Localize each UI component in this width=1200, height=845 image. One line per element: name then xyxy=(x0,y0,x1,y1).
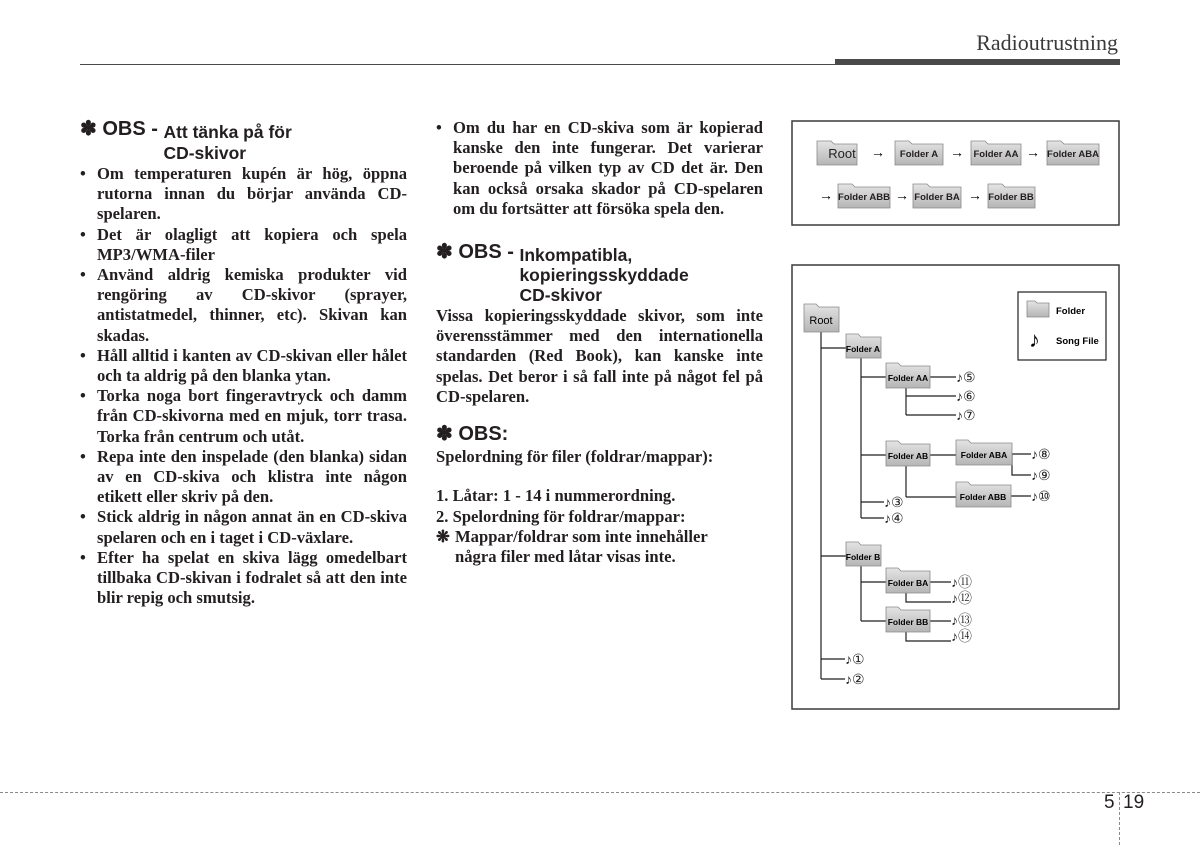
tree-folder-a: Folder A xyxy=(845,344,881,354)
folder-icon xyxy=(846,542,881,566)
node-folder-ba: Folder BA xyxy=(914,192,960,203)
obs-symbol: ✽ xyxy=(436,423,453,446)
node-folder-a: Folder A xyxy=(899,149,939,160)
play-order-diagram xyxy=(791,120,1120,226)
folder-icon xyxy=(817,141,857,165)
obs-symbol: ✽ xyxy=(436,241,453,264)
song-3: ♪③ xyxy=(884,494,904,510)
svg-text:→: → xyxy=(968,187,982,203)
song-14: ♪⑭ xyxy=(951,628,972,644)
obs-label: OBS: xyxy=(458,423,509,446)
legend-folder-label: Folder xyxy=(1056,306,1086,317)
footer-dashed-rule xyxy=(0,792,1200,793)
copied-cd-bullet xyxy=(436,118,763,219)
svg-text:→: → xyxy=(819,187,833,203)
copy-protected-paragraph: Vissa kopieringsskyddade skivor, som inte överensstämmer med den internationella standarden (Red Book), kan kanske inte spelas. Det beror i så fall inte på något fel på CD-spelaren. xyxy=(436,306,763,406)
song-6: ♪⑥ xyxy=(956,388,976,404)
tree-root: Root xyxy=(809,315,833,327)
legend-song-label: Song File xyxy=(1056,336,1099,347)
node-folder-abb: Folder ABB xyxy=(838,192,890,203)
folder-icon xyxy=(895,141,943,165)
song-4: ♪④ xyxy=(884,510,904,526)
svg-text:→: → xyxy=(871,144,885,160)
column-left xyxy=(80,119,407,608)
header-accent-bar xyxy=(835,59,1120,65)
obs-symbol: ✽ xyxy=(80,118,97,140)
folder-icon xyxy=(956,482,1011,507)
list-item: • Om du har en CD-skiva som är kopierad kanske den inte fungerar. Det varierar beroende på vilken typ av CD det är. Den kan också orsaka skador på CD-spelaren om du fortsätter att försöka spela den. xyxy=(436,118,763,219)
song-9: ♪⑨ xyxy=(1031,467,1051,483)
running-header-title: Radioutrustning xyxy=(976,30,1118,55)
obs-heading-cd-care xyxy=(80,119,407,164)
node-folder-bb: Folder BB xyxy=(988,192,1034,203)
song-8: ♪⑧ xyxy=(1031,446,1051,462)
obs-heading-play-order xyxy=(436,424,763,445)
folder-icon xyxy=(988,184,1035,208)
node-folder-aa: Folder AA xyxy=(973,149,1019,160)
folder-icon xyxy=(913,184,961,208)
folder-icon xyxy=(971,141,1021,165)
tree-folder-abb: Folder ABB xyxy=(959,492,1007,502)
folder-tree-diagram xyxy=(791,264,1120,710)
cd-care-bullet-list xyxy=(80,164,407,608)
play-order-item-1: 1. Låtar: 1 - 14 i nummerordning. xyxy=(436,486,676,506)
list-item: • Om temperaturen kupén är hög, öppna rutorna innan du börjar använda CD-spelaren. xyxy=(80,164,407,225)
folder-icon xyxy=(838,184,890,208)
list-item: • Efter ha spelat en skiva lägg omedelbart tillbaka CD-skivan i fodralet så att den inte blir repig och smutsig. xyxy=(80,548,407,609)
song-13: ♪⑬ xyxy=(951,612,972,628)
obs-title-line3: CD-skivor xyxy=(519,285,603,306)
play-order-item-2: 2. Spelordning för foldrar/mappar: xyxy=(436,506,686,526)
song-12: ♪⑫ xyxy=(951,590,972,606)
svg-text:→: → xyxy=(895,187,909,203)
music-note-icon: ♪ xyxy=(1029,327,1040,352)
list-item: • Det är olagligt att kopiera och spela MP3/WMA-filer xyxy=(80,225,407,265)
note-text-line2: några filer med låtar visas inte. xyxy=(455,547,676,567)
song-5: ♪⑤ xyxy=(956,369,976,385)
diagram-legend xyxy=(1018,292,1106,360)
folder-icon xyxy=(1027,301,1049,317)
obs-title-line1: Inkompatibla, xyxy=(519,245,633,266)
list-item: • Torka noga bort fingeravtryck och damm från CD-skivorna med en mjuk, torr trasa. Torka från centrum och utåt. xyxy=(80,386,407,447)
folder-icon xyxy=(1047,141,1099,165)
obs-label: OBS - xyxy=(102,118,164,140)
song-1: ♪① xyxy=(845,651,865,667)
play-order-note xyxy=(436,527,763,567)
tree-folder-bb: Folder BB xyxy=(887,617,929,627)
folder-icon xyxy=(886,568,930,593)
folder-icon xyxy=(886,607,930,632)
obs-title-line1: Att tänka på för xyxy=(163,122,292,142)
column-middle xyxy=(436,118,763,567)
tree-folder-ab: Folder AB xyxy=(887,451,929,461)
song-10: ♪⑩ xyxy=(1031,488,1051,504)
tree-folder-ba: Folder BA xyxy=(887,578,929,588)
obs-title-line2: CD-skivor xyxy=(163,143,247,163)
song-11: ♪⑪ xyxy=(951,574,972,590)
node-root: Root xyxy=(828,146,856,161)
list-item: • Använd aldrig kemiska produkter vid rengöring av CD-skivor (sprayer, antistatmedel, thinner, etc). Skivan kan skadas. xyxy=(80,265,407,346)
svg-text:→: → xyxy=(1026,144,1040,160)
folder-icon xyxy=(846,334,881,358)
play-order-intro: Spelordning för filer (foldrar/mappar): xyxy=(436,447,714,467)
folder-icon xyxy=(804,304,839,332)
folder-icon xyxy=(886,363,930,388)
folder-icon xyxy=(956,440,1012,465)
song-7: ♪⑦ xyxy=(956,407,976,423)
list-item: • Håll alltid i kanten av CD-skivan eller hålet och ta aldrig på den blanka ytan. xyxy=(80,346,407,386)
obs-label: OBS - xyxy=(458,241,520,264)
obs-title-line2: kopieringsskyddade xyxy=(519,265,689,286)
list-item: • Repa inte den inspelade (den blanka) sidan av en CD-skiva och klistra inte någon etikett eller skriv på den. xyxy=(80,447,407,508)
note-text-line1: Mappar/foldrar som inte innehåller xyxy=(455,526,708,546)
tree-folder-b: Folder B xyxy=(845,552,881,562)
page-divider xyxy=(1119,792,1120,845)
svg-text:→: → xyxy=(950,144,964,160)
folder-icon xyxy=(886,441,930,466)
note-asterisk: ❋ xyxy=(436,526,450,546)
tree-folder-aba: Folder ABA xyxy=(960,450,1008,460)
section-number: 5 xyxy=(1104,792,1115,813)
page-number-value: 19 xyxy=(1123,792,1145,813)
node-folder-aba: Folder ABA xyxy=(1047,149,1099,160)
list-item: • Stick aldrig in någon annat än en CD-skiva spelaren och en i taget i CD-växlare. xyxy=(80,507,407,547)
obs-heading-copy-protected xyxy=(436,242,763,305)
song-2: ♪② xyxy=(845,671,865,687)
tree-folder-aa: Folder AA xyxy=(887,373,929,383)
